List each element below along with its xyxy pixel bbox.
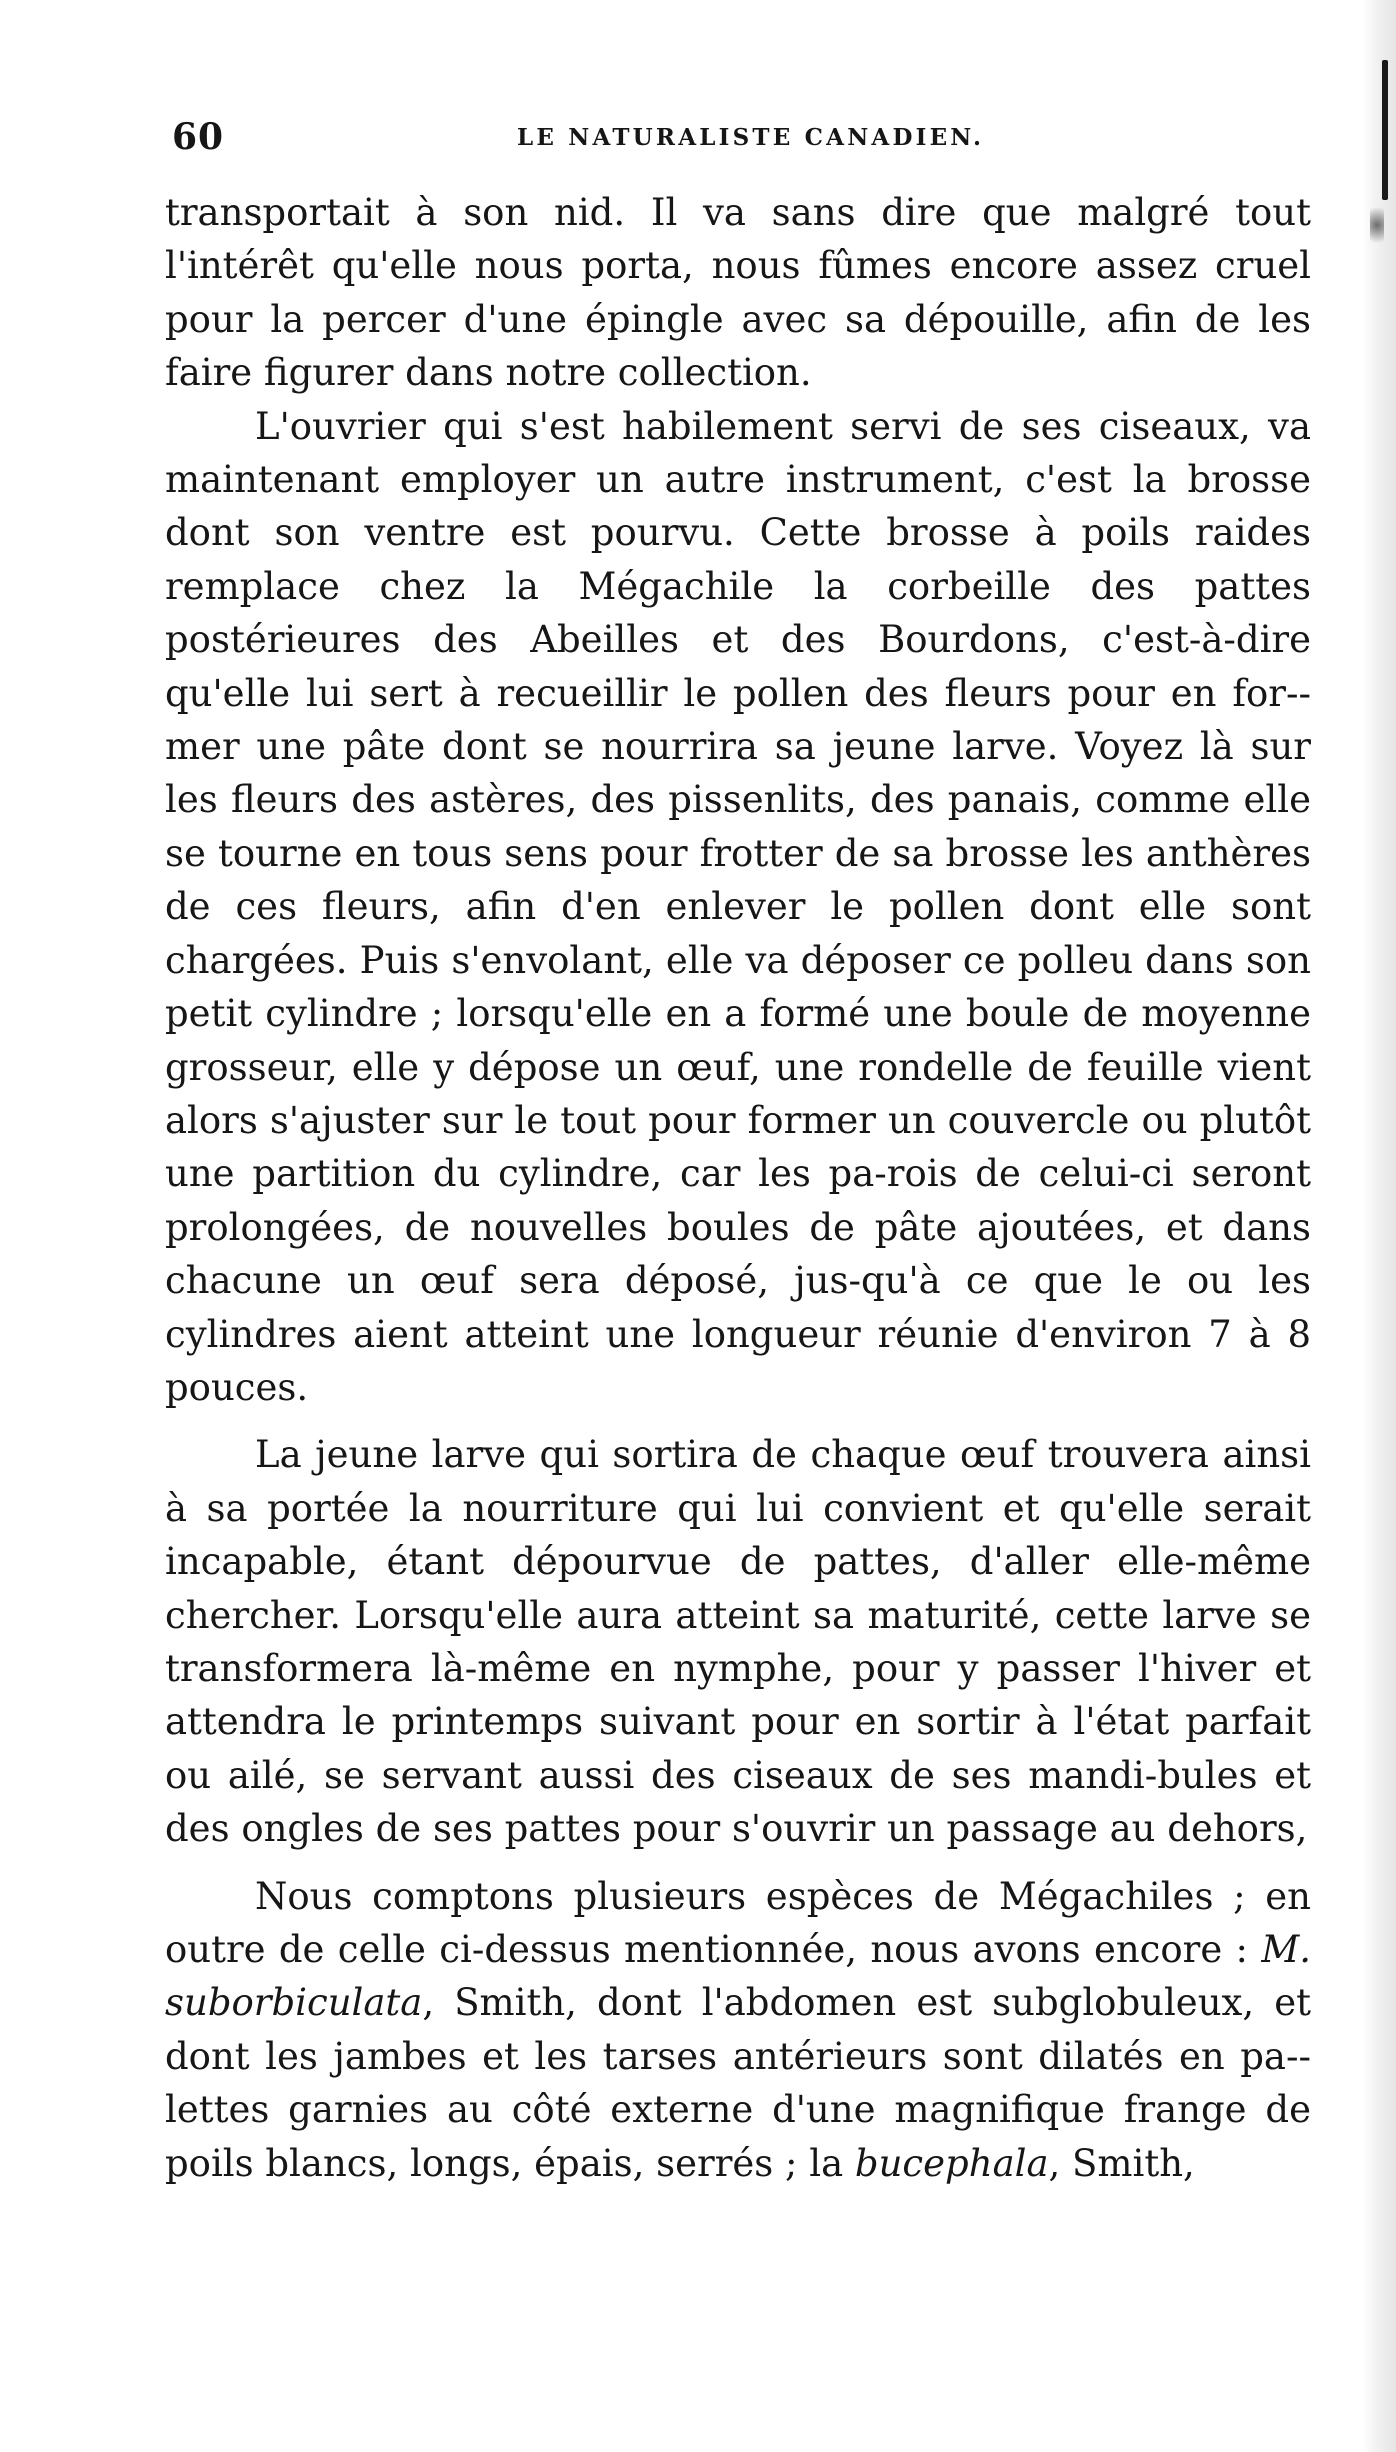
paragraph-text: L'ouvrier qui s'est habilement servi de ses ciseaux, va maintenant employer un autre instrument, c'est la brosse dont son ventre est pourvu. Cette brosse à poils raides remplace chez la Mégachile la corbeille des pattes postérieures des Abeilles et des Bourdons, c'est-à-dire qu'elle lui sert à recueillir le pollen des fleurs pour en for-mer une pâte dont se nourrira sa jeune larve. Voyez là sur les fleurs des astères, des pissenlits, des panais, comme elle se tourne en tous sens pour frotter de sa brosse les anthères de ces fleurs, afin d'en enlever le pollen dont elle sont chargées. Puis s'envolant, elle va déposer ce polleu dans son petit cylindre ; lorsqu'elle en a formé une boule de moyenne grosseur, elle y dépose un œuf, une rondelle de feuille vient alors s'ajuster sur le tout pour former un couvercle ou plutôt une partition du cylindre, car les pa-rois de celui-ci seront prolongées, de nouvelles boules de pâte ajoutées, et dans chacune un œuf sera déposé, jus-qu'à ce que le ou les cylindres aient atteint une longueur réunie d'environ 7 à 8 pouces. [165, 404, 1311, 1409]
paragraph-text: transportait à son nid. Il va sans dire que malgré tout l'intérêt qu'elle nous porta, nous fûmes encore assez cruel pour la percer d'une épingle avec sa dépouille, afin de les faire figurer dans notre collection. [165, 191, 1311, 395]
running-title: LE NATURALISTE CANADIEN. [517, 124, 985, 151]
paragraph-2 [165, 400, 1311, 1415]
species-name-italic: bucephala [854, 2141, 1049, 2185]
paragraph-text: , Smith, [1048, 2141, 1195, 2185]
page-header [172, 108, 1317, 168]
page-number: 60 [172, 116, 225, 158]
paragraph-text: , Smith, dont l'abdomen est subglobuleux, et dont les jambes et les tarses antérieurs sont dilatés en pa-lettes garnies au côté externe d'une magnifique frange de poils blancs, longs, épais, serrés ; la [165, 1981, 1311, 2185]
paragraph-1 [165, 186, 1311, 400]
scan-binding-mark [1382, 60, 1388, 200]
body-text [165, 186, 1311, 2190]
species-name-italic: M. suborbiculata [165, 1928, 1311, 2025]
scan-edge-shadow [1362, 0, 1396, 2452]
paragraph-4 [165, 1870, 1311, 2190]
scan-ink-smudge [1370, 200, 1384, 250]
paragraph-text: Nous comptons plusieurs espèces de Mégachiles ; en outre de celle ci-dessus mentionnée, nous avons encore : [165, 1874, 1311, 1971]
paragraph-text: La jeune larve qui sortira de chaque œuf trouvera ainsi à sa portée la nourriture qui lui convient et qu'elle serait incapable, étant dépourvue de pattes, d'aller elle-même chercher. Lorsqu'elle aura atteint sa maturité, cette larve se transformera là-même en nymphe, pour y passer l'hiver et attendra le printemps suivant pour en sortir à l'état parfait ou ailé, se servant aussi des ciseaux de ses mandi-bules et des ongles de ses pattes pour s'ouvrir un passage au dehors, [165, 1433, 1311, 1851]
paragraph-3 [165, 1428, 1311, 1855]
